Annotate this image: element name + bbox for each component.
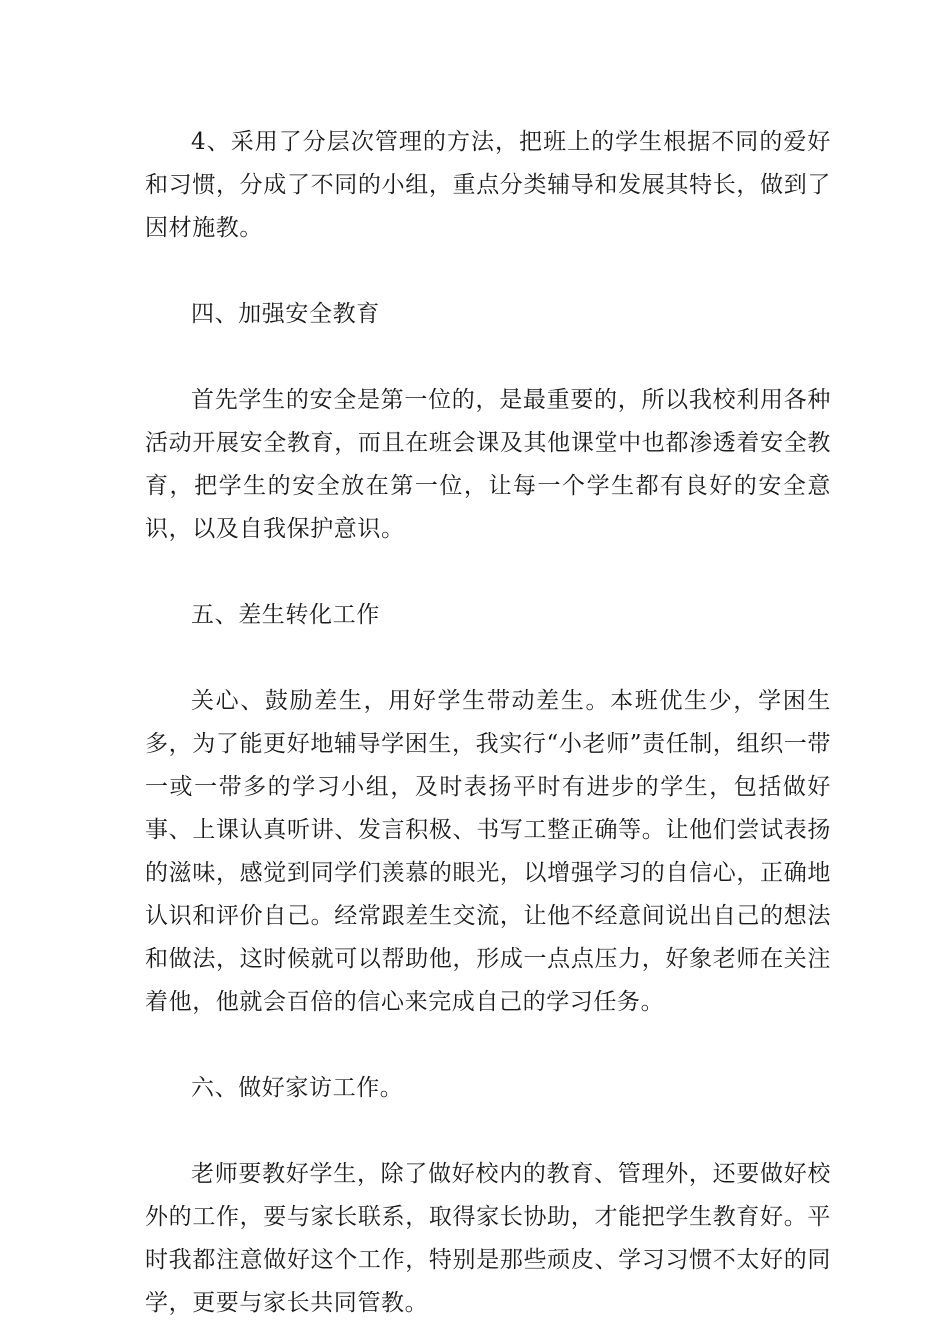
document-body [145, 121, 831, 1325]
heading-safety-education: 四、加强安全教育 [191, 301, 380, 327]
heading-underachiever-work: 五、差生转化工作 [191, 602, 380, 628]
paragraph-underachiever-work: 关心、鼓励差生，用好学生带动差生。本班优生少，学困生多，为了能更好地辅导学困生，我实行“小老师”责任制，组织一带一或一带多的学习小组，及时表扬平时有进步的学生，包括做好事、上课认真听讲、发言积极、书写工整正确等。让他们尝试表扬的滋味，感觉到同学们羡慕的眼光，以增强学习的自信心，正确地认识和评价自己。经常跟差生交流，让他不经意间说出自己的想法和做法，这时候就可以帮助他，形成一点点压力，好象老师在关注着他，他就会百倍的信心来完成自己的学习任务。 [145, 688, 831, 1015]
paragraph-home-visits: 老师要教好学生，除了做好校内的教育、管理外，还要做好校外的工作，要与家长联系，取得家长协助，才能把学生教育好。平时我都注意做好这个工作，特别是那些顽皮、学习习惯不太好的同学，更要与家长共同管教。 [145, 1161, 831, 1316]
heading-home-visits: 六、做好家访工作。 [191, 1075, 404, 1101]
paragraph-layered-management: 4、采用了分层次管理的方法，把班上的学生根据不同的爱好和习惯，分成了不同的小组，重点分类辅导和发展其特长，做到了因材施教。 [145, 129, 831, 241]
paragraph-safety-education: 首先学生的安全是第一位的，是最重要的，所以我校利用各种活动开展安全教育，而且在班会课及其他课堂中也都渗透着安全教育，把学生的安全放在第一位，让每一个学生都有良好的安全意识，以及自我保护意识。 [145, 387, 831, 542]
